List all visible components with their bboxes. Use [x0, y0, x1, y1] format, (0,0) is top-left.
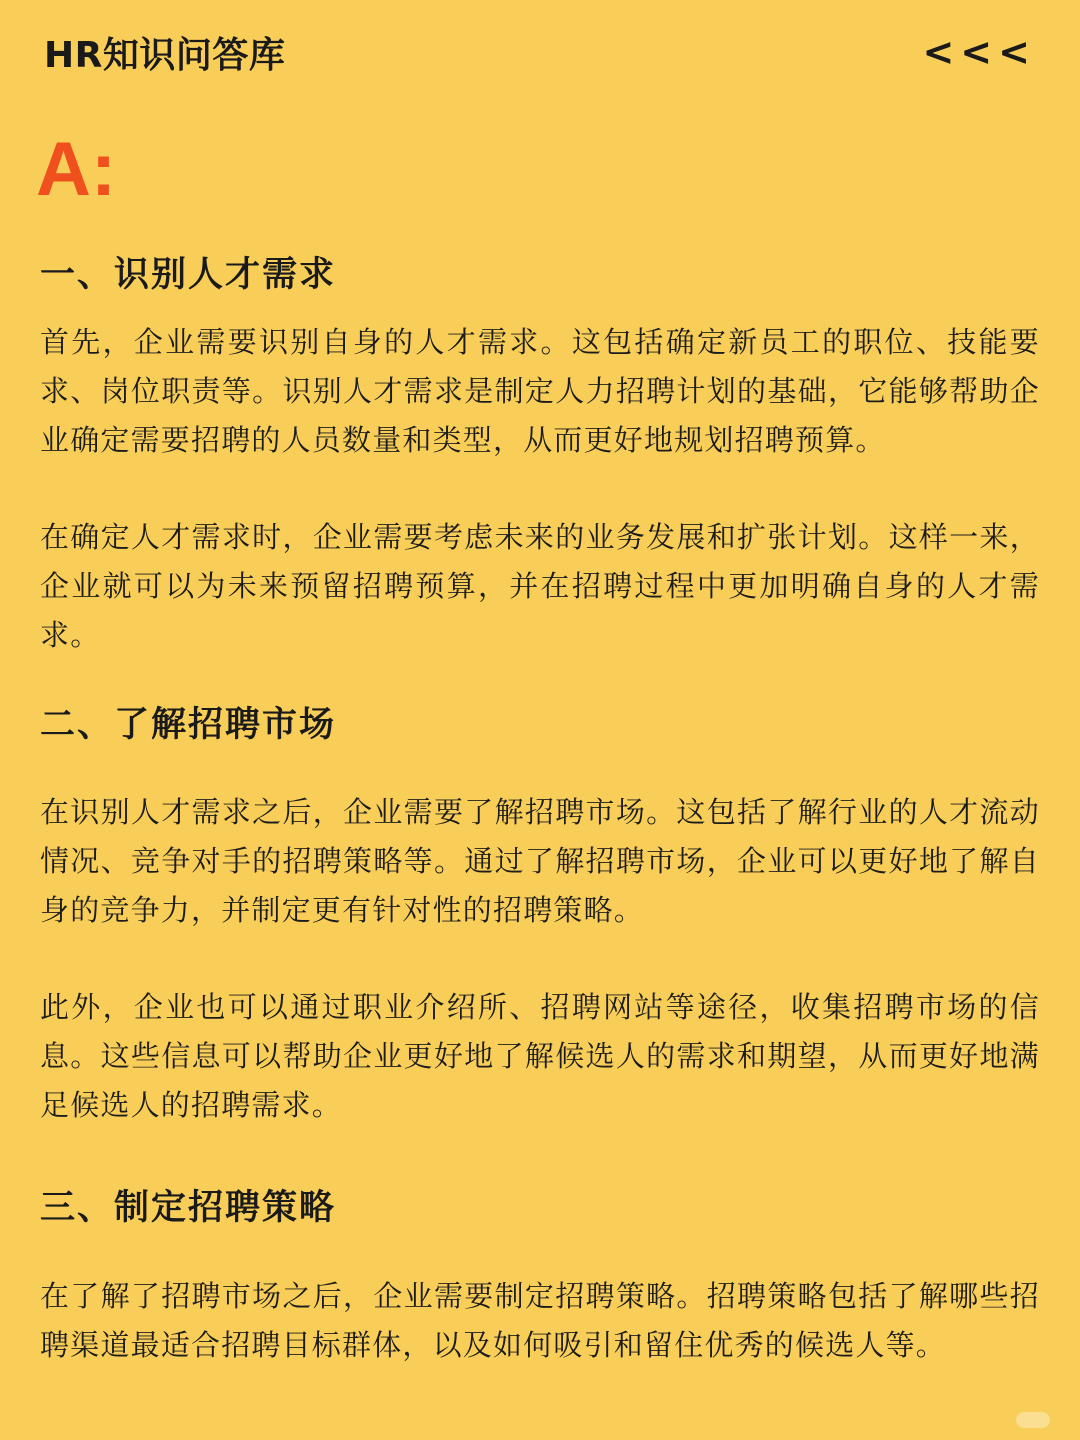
- section-2-paragraph-2: 此外，企业也可以通过职业介绍所、招聘网站等途径，收集招聘市场的信息。这些信息可以帮助企业更好地了解候选人的需求和期望，从而更好地满足候选人的招聘需求。: [40, 990, 1040, 1122]
- section-1-heading: 一、识别人才需求: [40, 255, 337, 295]
- back-arrows-icon: <<<: [922, 30, 1036, 74]
- section-2-heading: 二、了解招聘市场: [40, 705, 337, 745]
- section-1-paragraph-2: 在确定人才需求时，企业需要考虑未来的业务发展和扩张计划。这样一来，企业就可以为未来预留招聘预算，并在招聘过程中更加明确自身的人才需求。: [40, 520, 1040, 652]
- watermark-badge: [1016, 1412, 1050, 1428]
- section-2-paragraph-1: 在识别人才需求之后，企业需要了解招聘市场。这包括了解行业的人才流动情况、竞争对手的招聘策略等。通过了解招聘市场，企业可以更好地了解自身的竞争力，并制定更有针对性的招聘策略。: [40, 795, 1040, 927]
- page-title: HR知识问答库: [44, 35, 286, 76]
- section-3-heading: 三、制定招聘策略: [40, 1188, 337, 1228]
- section-3-paragraph-1: 在了解了招聘市场之后，企业需要制定招聘策略。招聘策略包括了解哪些招聘渠道最适合招聘目标群体，以及如何吸引和留住优秀的候选人等。: [40, 1279, 1040, 1362]
- section-1-paragraph-1: 首先，企业需要识别自身的人才需求。这包括确定新员工的职位、技能要求、岗位职责等。识别人才需求是制定人力招聘计划的基础，它能够帮助企业确定需要招聘的人员数量和类型，从而更好地规划招聘预算。: [40, 325, 1040, 457]
- answer-label: A:: [36, 127, 117, 212]
